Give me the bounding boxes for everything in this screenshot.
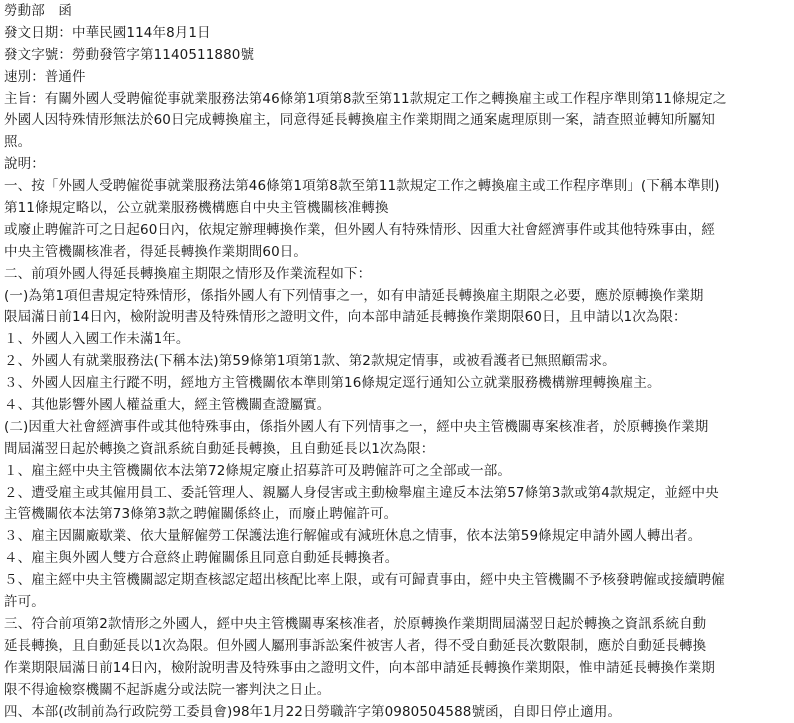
subject-line: 外國人因特殊情形無法於60日完成轉換雇主，同意得延長轉換雇主作業期間之通案處理原則一案，請查照並轉知所屬知 (4, 110, 792, 132)
subject-section (4, 89, 792, 155)
explanation-section (4, 154, 792, 723)
official-letter (4, 1, 792, 723)
explanation-line: 四、本部(改制前為行政院勞工委員會)98年1月22日勞職許字第0980504588號函，自即日停止適用。 (4, 702, 792, 723)
explanation-line: 或廢止聘僱許可之日起60日內，依規定辦理轉換作業，但外國人有特殊情形、因重大社會經濟事件或其他特殊事由，經 (4, 220, 792, 242)
explanation-line: ４、雇主與外國人雙方合意終止聘僱關係且同意自動延長轉換者。 (4, 548, 792, 570)
explanation-line: 延長轉換，且自動延長以1次為限。但外國人屬刑事訴訟案件被害人者，得不受自動延長次數限制，應於自動延長轉換 (4, 636, 792, 658)
explanation-line: ３、外國人因雇主行蹤不明，經地方主管機關依本準則第16條規定逕行通知公立就業服務機構辦理轉換雇主。 (4, 373, 792, 395)
explanation-line: ５、雇主經中央主管機關認定期查核認定超出核配比率上限，或有可歸責事由，經中央主管機關不予核發聘僱或接續聘僱 (4, 570, 792, 592)
delivery-speed: 速別：普通件 (4, 67, 792, 89)
document-number: 發文字號：勞動發管字第1140511880號 (4, 45, 792, 67)
explanation-line: 許可。 (4, 592, 792, 614)
explanation-line: ３、雇主因關廠歇業、依大量解僱勞工保護法進行解僱或有減班休息之情事，依本法第59條規定申請外國人轉出者。 (4, 526, 792, 548)
explanation-line: (一)為第1項但書規定特殊情形，係指外國人有下列情事之一，如有申請延長轉換雇主期限之必要，應於原轉換作業期 (4, 286, 792, 308)
issue-date: 發文日期：中華民國114年8月1日 (4, 23, 792, 45)
explanation-line: 間屆滿翌日起於轉換之資訊系統自動延長轉換，且自動延長以1次為限： (4, 439, 792, 461)
explanation-line: (二)因重大社會經濟事件或其他特殊事由，係指外國人有下列情事之一，經中央主管機關專案核准者，於原轉換作業期 (4, 417, 792, 439)
explanation-line: 中央主管機關核准者，得延長轉換作業期間60日。 (4, 242, 792, 264)
explanation-heading: 說明： (4, 154, 792, 176)
explanation-line: 一、按「外國人受聘僱從事就業服務法第46條第1項第8款至第11款規定工作之轉換雇主或工作程序準則」(下稱本準則) (4, 176, 792, 198)
explanation-line: ２、外國人有就業服務法(下稱本法)第59條第1項第1款、第2款規定情事，或被看護者已無照顧需求。 (4, 351, 792, 373)
letter-agency: 勞動部 函 (4, 1, 792, 23)
explanation-line: 作業期限屆滿日前14日內，檢附說明書及特殊事由之證明文件，向本部申請延長轉換作業期限，惟申請延長轉換作業期 (4, 658, 792, 680)
subject-line: 主旨：有關外國人受聘僱從事就業服務法第46條第1項第8款至第11款規定工作之轉換雇主或工作程序準則第11條規定之 (4, 89, 792, 111)
explanation-line: 主管機關依本法第73條第3款之聘僱關係終止，而廢止聘僱許可。 (4, 504, 792, 526)
explanation-line: 二、前項外國人得延長轉換雇主期限之情形及作業流程如下： (4, 264, 792, 286)
explanation-line: １、雇主經中央主管機關依本法第72條規定廢止招募許可及聘僱許可之全部或一部。 (4, 461, 792, 483)
explanation-line: 限屆滿日前14日內，檢附說明書及特殊情形之證明文件，向本部申請延長轉換作業期限60日，且申請以1次為限： (4, 307, 792, 329)
explanation-line: ２、遭受雇主或其僱用員工、委託管理人、親屬人身侵害或主動檢舉雇主違反本法第57條第3款或第4款規定，並經中央 (4, 483, 792, 505)
explanation-line: ４、其他影響外國人權益重大，經主管機關查證屬實。 (4, 395, 792, 417)
explanation-line: １、外國人入國工作未滿1年。 (4, 329, 792, 351)
explanation-line: 第11條規定略以，公立就業服務機構應自中央主管機關核准轉換 (4, 198, 792, 220)
subject-line: 照。 (4, 132, 792, 154)
explanation-line: 三、符合前項第2款情形之外國人，經中央主管機關專案核准者，於原轉換作業期間屆滿翌日起於轉換之資訊系統自動 (4, 614, 792, 636)
explanation-line: 限不得逾檢察機關不起訴處分或法院一審判決之日止。 (4, 680, 792, 702)
